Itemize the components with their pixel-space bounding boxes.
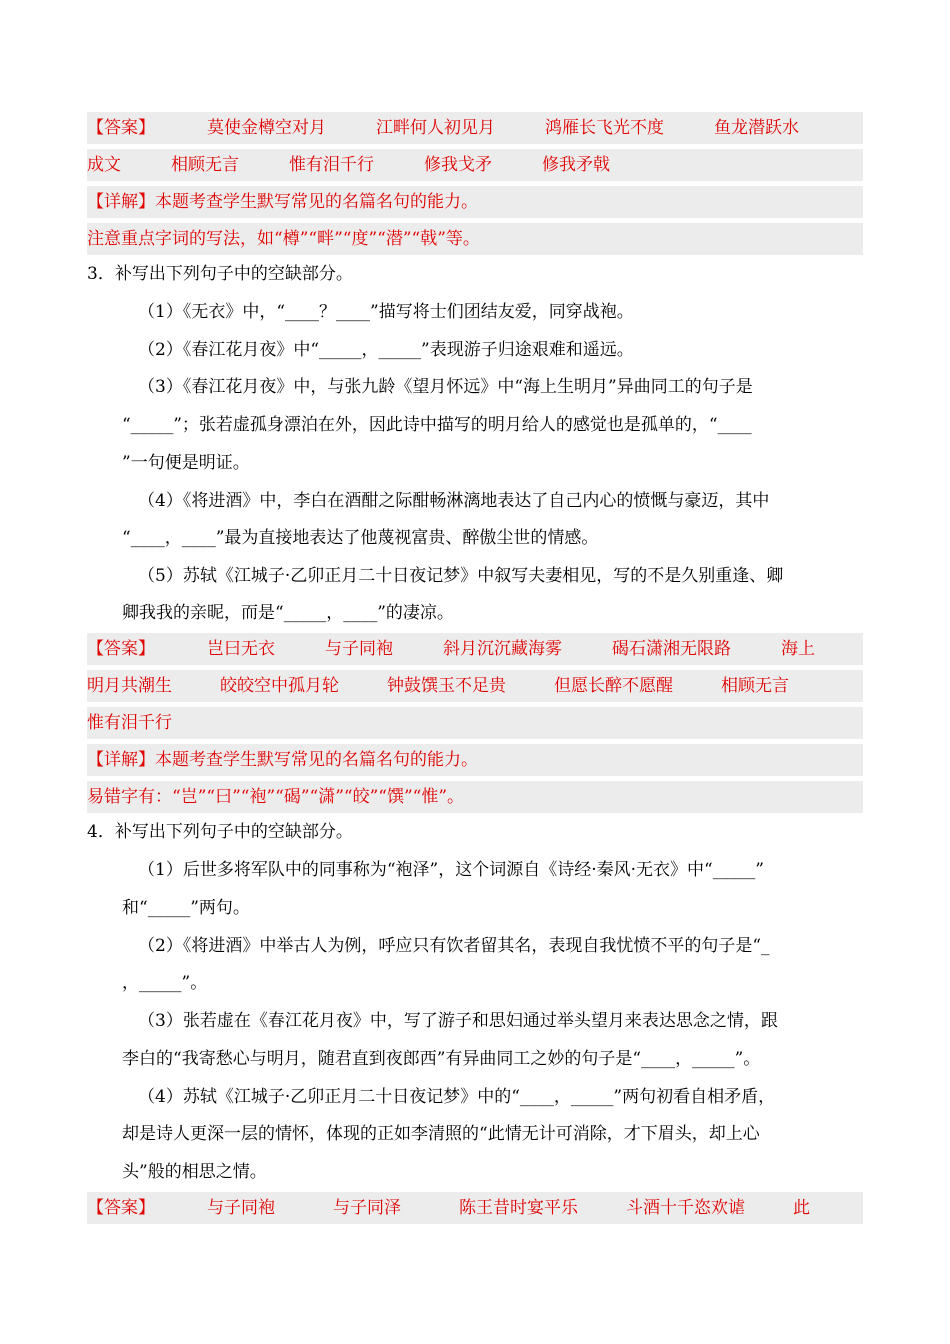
answer-item: 与子同袍 <box>207 1198 275 1218</box>
answer-item: 斜月沉沉藏海雾 <box>443 639 562 659</box>
note-row: 注意重点字词的写法，如“樽”“畔”“度”“潜”“戟”等。 <box>87 223 863 255</box>
detail-row <box>87 744 863 776</box>
answer-item: 鸿雁长飞光不度 <box>545 118 664 138</box>
answer-tag: 【答案】 <box>87 639 155 659</box>
answer-tag: 【答案】 <box>87 1198 155 1218</box>
question-item: （2）《春江花月夜》中“_____，_____”表现游子归途艰难和遥远。 <box>138 340 634 360</box>
answer-item: 惟有泪千行 <box>289 155 374 175</box>
answer-item: 鱼龙潜跃水 <box>714 118 799 138</box>
answer-row <box>87 633 863 665</box>
question-item: （1）《无衣》中，“____？____”描写将士们团结友爱，同穿战袍。 <box>138 302 634 322</box>
answer-item: 明月共潮生 <box>87 676 172 696</box>
answer-item: 莫使金樽空对月 <box>207 118 326 138</box>
answer-item: 修我戈矛 <box>424 155 492 175</box>
answer-item: 与子同袍 <box>325 639 393 659</box>
question-item: （1）后世多将军队中的同事称为“袍泽”，这个词源自《诗经·秦风·无衣》中“_____” <box>138 860 764 880</box>
detail-row <box>87 186 863 218</box>
answer-item: 碣石潇湘无限路 <box>612 639 731 659</box>
answer-row <box>87 149 863 181</box>
question-item: 头”般的相思之情。 <box>122 1162 267 1182</box>
answer-row <box>87 1192 863 1224</box>
answer-item: 此 <box>793 1198 810 1218</box>
question-title: 3．补写出下列句子中的空缺部分。 <box>87 264 353 284</box>
answer-item: 相顾无言 <box>171 155 239 175</box>
question-item: ”一句便是明证。 <box>122 453 250 473</box>
answer-item: 陈王昔时宴平乐 <box>459 1198 578 1218</box>
question-item: （4）苏轼《江城子·乙卯正月二十日夜记梦》中的“____，_____”两句初看自相矛盾， <box>138 1087 776 1107</box>
question-item: （4）《将进酒》中，李白在酒酣之际酣畅淋漓地表达了自己内心的愤慨与豪迈，其中 <box>138 491 770 511</box>
answer-item: 但愿长醉不愿醒 <box>554 676 673 696</box>
question-title: 4．补写出下列句子中的空缺部分。 <box>87 822 353 842</box>
answer-item: 钟鼓馔玉不足贵 <box>387 676 506 696</box>
question-item: 和“_____”两句。 <box>122 898 250 918</box>
question-item: “____，____”最为直接地表达了他蔑视富贵、醉傲尘世的情感。 <box>122 528 599 548</box>
question-item: 卿我我的亲昵，而是“_____，____”的凄凉。 <box>122 603 454 623</box>
detail-text: 本题考查学生默写常见的名篇名句的能力。 <box>155 192 478 212</box>
answer-row <box>87 112 863 144</box>
question-item: “_____”；张若虚孤身漂泊在外，因此诗中描写的明月给人的感觉也是孤单的，“____ <box>122 415 752 435</box>
answer-item: 岂曰无衣 <box>207 639 275 659</box>
question-item: （3）《春江花月夜》中，与张九龄《望月怀远》中“海上生明月”异曲同工的句子是 <box>138 377 753 397</box>
answer-item: 成文 <box>87 155 121 175</box>
question-item: ，_____”。 <box>122 973 208 993</box>
answer-row <box>87 670 863 702</box>
answer-row: 惟有泪千行 <box>87 707 863 739</box>
answer-item: 江畔何人初见月 <box>376 118 495 138</box>
answer-item: 与子同泽 <box>333 1198 401 1218</box>
question-item: 李白的“我寄愁心与明月，随君直到夜郎西”有异曲同工之妙的句子是“____，_____”。 <box>122 1049 761 1069</box>
answer-tag: 【答案】 <box>87 118 155 138</box>
answer-item: 海上 <box>781 639 815 659</box>
note-row: 易错字有：“岂”“曰”“袍”“碣”“潇”“皎”“馔”“惟”。 <box>87 781 863 813</box>
detail-tag: 【详解】 <box>87 750 155 770</box>
detail-text: 本题考查学生默写常见的名篇名句的能力。 <box>155 750 478 770</box>
answer-item: 相顾无言 <box>721 676 789 696</box>
answer-item: 皎皎空中孤月轮 <box>220 676 339 696</box>
question-item: （3）张若虚在《春江花月夜》中，写了游子和思妇通过举头望月来表达思念之情，跟 <box>138 1011 778 1031</box>
question-item: 却是诗人更深一层的情怀，体现的正如李清照的“此情无计可消除，才下眉头，却上心 <box>122 1124 760 1144</box>
detail-tag: 【详解】 <box>87 192 155 212</box>
answer-item: 斗酒十千恣欢谑 <box>626 1198 745 1218</box>
question-item: （5）苏轼《江城子·乙卯正月二十日夜记梦》中叙写夫妻相见，写的不是久别重逢、卿 <box>138 566 784 586</box>
question-item: （2）《将进酒》中举古人为例，呼应只有饮者留其名，表现自我忧愤不平的句子是“_ <box>138 936 770 956</box>
answer-item: 修我矛戟 <box>542 155 610 175</box>
